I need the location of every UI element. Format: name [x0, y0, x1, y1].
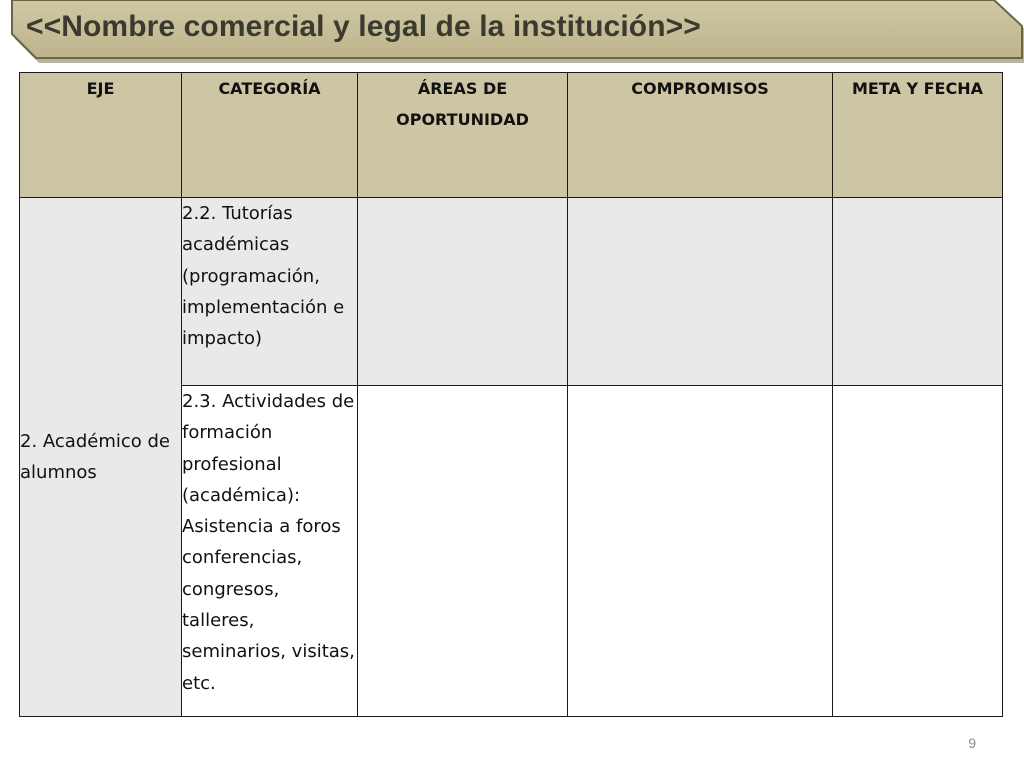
meta-cell[interactable]	[833, 198, 1003, 386]
areas-cell[interactable]	[358, 198, 568, 386]
header-meta: META Y FECHA	[833, 73, 1003, 198]
page-number: 9	[968, 735, 976, 751]
meta-cell[interactable]	[833, 386, 1003, 717]
header-areas-label: ÁREAS DE OPORTUNIDAD	[396, 79, 529, 129]
commitments-table	[19, 72, 1003, 717]
categoria-cell: 2.2. Tutorías académicas (programación, implementación e impacto)	[182, 198, 358, 386]
eje-cell	[20, 198, 182, 717]
header-areas	[358, 73, 568, 198]
compromisos-cell[interactable]	[568, 386, 833, 717]
title-banner	[0, 0, 1024, 64]
categoria-cell: 2.3. Actividades de formación profesional (académica): Asistencia a foros conferencias, congresos, talleres, seminarios, visitas, etc.	[182, 386, 358, 717]
eje-label: 2. Académico de alumnos	[20, 430, 170, 483]
compromisos-cell[interactable]	[568, 198, 833, 386]
table-row	[20, 198, 1003, 386]
header-categoria: CATEGORÍA	[182, 73, 358, 198]
table-header-row	[20, 73, 1003, 198]
page-title: <<Nombre comercial y legal de la institución>>	[26, 10, 701, 43]
header-compromisos: COMPROMISOS	[568, 73, 833, 198]
header-eje: EJE	[20, 73, 182, 198]
areas-cell[interactable]	[358, 386, 568, 717]
